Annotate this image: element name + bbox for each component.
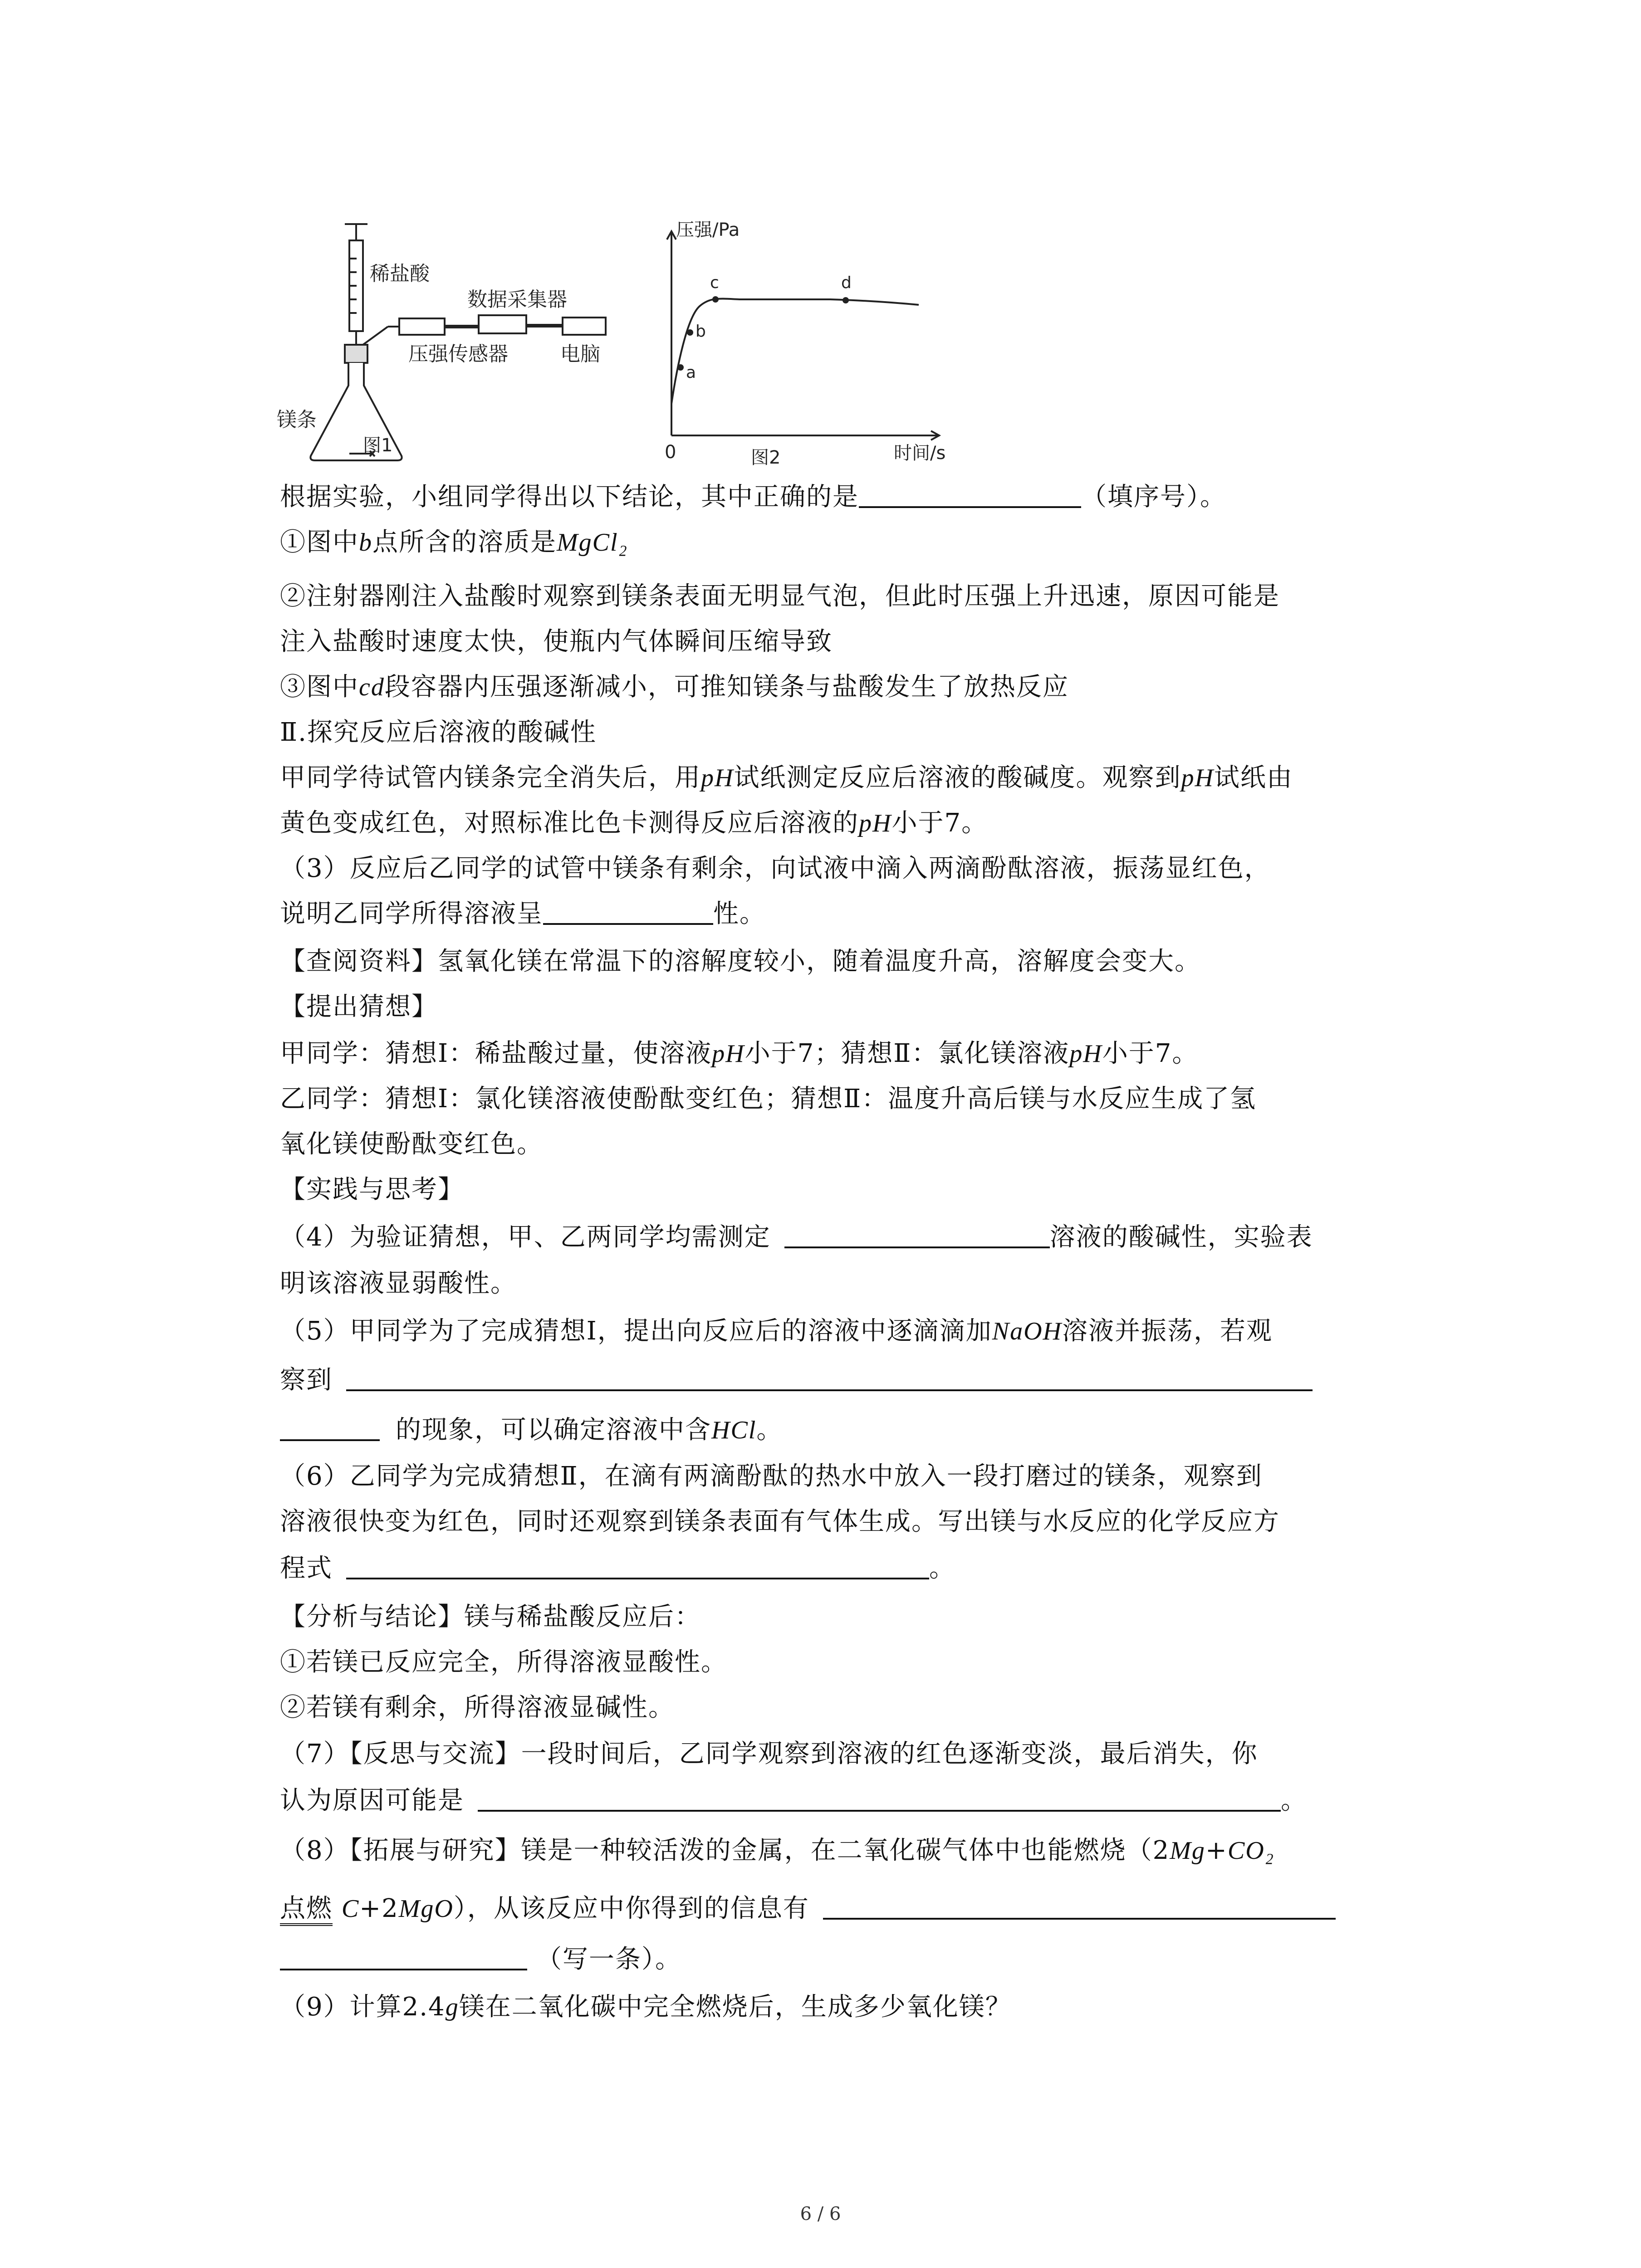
point-a-label: a [686, 363, 696, 382]
text-line: 认为原因可能是 。 [280, 1783, 1307, 1819]
answer-blank[interactable] [478, 1784, 1281, 1812]
x-axis-label: 时间/s [894, 443, 946, 464]
text-line: 【实践与思考】 [280, 1175, 464, 1204]
text-line: 溶液很快变为红色，同时还观察到镁条表面有气体生成。写出镁与水反应的化学反应方 [280, 1507, 1280, 1536]
point-b-label: b [696, 322, 706, 341]
text-line: （4）为验证猜想，甲、乙两同学均需测定 溶液的酸碱性，实验表 [280, 1219, 1313, 1256]
point-a [677, 364, 684, 371]
answer-blank[interactable] [346, 1552, 929, 1579]
text-line: （7）【反思与交流】一段时间后，乙同学观察到溶液的红色逐渐变淡，最后消失，你 [280, 1739, 1258, 1769]
origin-label: 0 [665, 442, 676, 463]
text-line: 点燃 C+2MgO），从该反应中你得到的信息有 [280, 1891, 1336, 1927]
mg-strip-label: 镁条 [277, 408, 317, 431]
point-c [712, 296, 719, 303]
answer-blank[interactable] [823, 1892, 1336, 1920]
text-line: 【分析与结论】镁与稀盐酸反应后： [280, 1602, 701, 1632]
text-line: 的现象，可以确定溶液中含HCl。 [280, 1412, 783, 1448]
figure-1-apparatus [268, 213, 622, 472]
text-line: 根据实验，小组同学得出以下结论，其中正确的是 （填序号）。 [280, 479, 1226, 515]
text-line: 黄色变成红色，对照标准比色卡测得反应后溶液的pH小于7。 [280, 808, 988, 838]
pressure-curve [671, 299, 919, 404]
text-line: Ⅱ.探究反应后溶液的酸碱性 [280, 718, 597, 747]
acid-label: 稀盐酸 [370, 262, 430, 285]
text-line: ①若镁已反应完全，所得溶液显酸性。 [280, 1647, 727, 1677]
y-axis-label: 压强/Pa [676, 220, 740, 240]
answer-blank[interactable] [280, 1414, 380, 1441]
page-number: 6 / 6 [800, 2204, 841, 2224]
figure-2-pressure-chart [649, 213, 957, 472]
text-line: ③图中cd段容器内压强逐渐减小，可推知镁条与盐酸发生了放热反应 [280, 672, 1069, 702]
answer-blank[interactable] [784, 1221, 1050, 1248]
text-line: （8）【拓展与研究】镁是一种较活泼的金属，在二氧化碳气体中也能燃烧（2Mg+CO₂ [280, 1836, 1275, 1865]
point-d-label: d [841, 274, 852, 292]
point-b [687, 329, 693, 336]
text-line: 程式 。 [280, 1550, 955, 1587]
figure-1-caption: 图1 [363, 435, 393, 456]
text-line: 明该溶液显弱酸性。 [280, 1269, 517, 1298]
text-line: ①图中b点所含的溶质是MgCl₂ [280, 528, 628, 557]
text-line: ②若镁有剩余，所得溶液显碱性。 [280, 1693, 675, 1722]
text-line: （5）甲同学为了完成猜想Ⅰ，提出向反应后的溶液中逐滴滴加NaOH溶液并振荡，若观 [280, 1316, 1273, 1346]
text-line: 甲同学：猜想Ⅰ：稀盐酸过量，使溶液pH小于7；猜想Ⅱ：氯化镁溶液pH小于7。 [280, 1039, 1199, 1068]
text-line: 氧化镁使酚酞变红色。 [280, 1129, 543, 1159]
text-line: 乙同学：猜想Ⅰ：氯化镁溶液使酚酞变红色；猜想Ⅱ：温度升高后镁与水反应生成了氢 [280, 1084, 1257, 1114]
text-line: 察到 [280, 1362, 1313, 1398]
point-d [843, 297, 849, 303]
text-line: （3）反应后乙同学的试管中镁条有剩余，向试液中滴入两滴酚酞溶液，振荡显红色， [280, 854, 1271, 883]
ignite-condition: 点燃 [280, 1894, 333, 1926]
text-line: （6）乙同学为完成猜想Ⅱ，在滴有两滴酚酞的热水中放入一段打磨过的镁条，观察到 [280, 1461, 1263, 1491]
text-line: 注入盐酸时速度太快，使瓶内气体瞬间压缩导致 [280, 627, 833, 656]
point-c-label: c [710, 274, 719, 292]
computer-label: 电脑 [560, 342, 600, 366]
text-line: （写一条）。 [280, 1941, 681, 1978]
answer-blank[interactable] [280, 1943, 527, 1970]
figure-2-caption: 图2 [751, 447, 781, 468]
answer-blank[interactable] [859, 481, 1081, 508]
sensor-label: 压强传感器 [408, 342, 508, 366]
answer-blank[interactable] [543, 898, 713, 925]
text-line: 【查阅资料】氢氧化镁在常温下的溶解度较小，随着温度升高，溶解度会变大。 [280, 947, 1201, 976]
answer-blank[interactable] [346, 1364, 1313, 1391]
text-line: 说明乙同学所得溶液呈 性。 [280, 896, 766, 932]
text-line: 甲同学待试管内镁条完全消失后，用pH试纸测定反应后溶液的酸碱度。观察到pH试纸由 [280, 763, 1293, 792]
collector-label: 数据采集器 [467, 288, 567, 311]
text-line: ②注射器刚注入盐酸时观察到镁条表面无明显气泡，但此时压强上升迅速，原因可能是 [280, 582, 1280, 611]
text-line: （9）计算2.4g镁在二氧化碳中完全燃烧后，生成多少氧化镁？ [280, 1992, 1012, 2022]
text-line: 【提出猜想】 [280, 992, 438, 1022]
